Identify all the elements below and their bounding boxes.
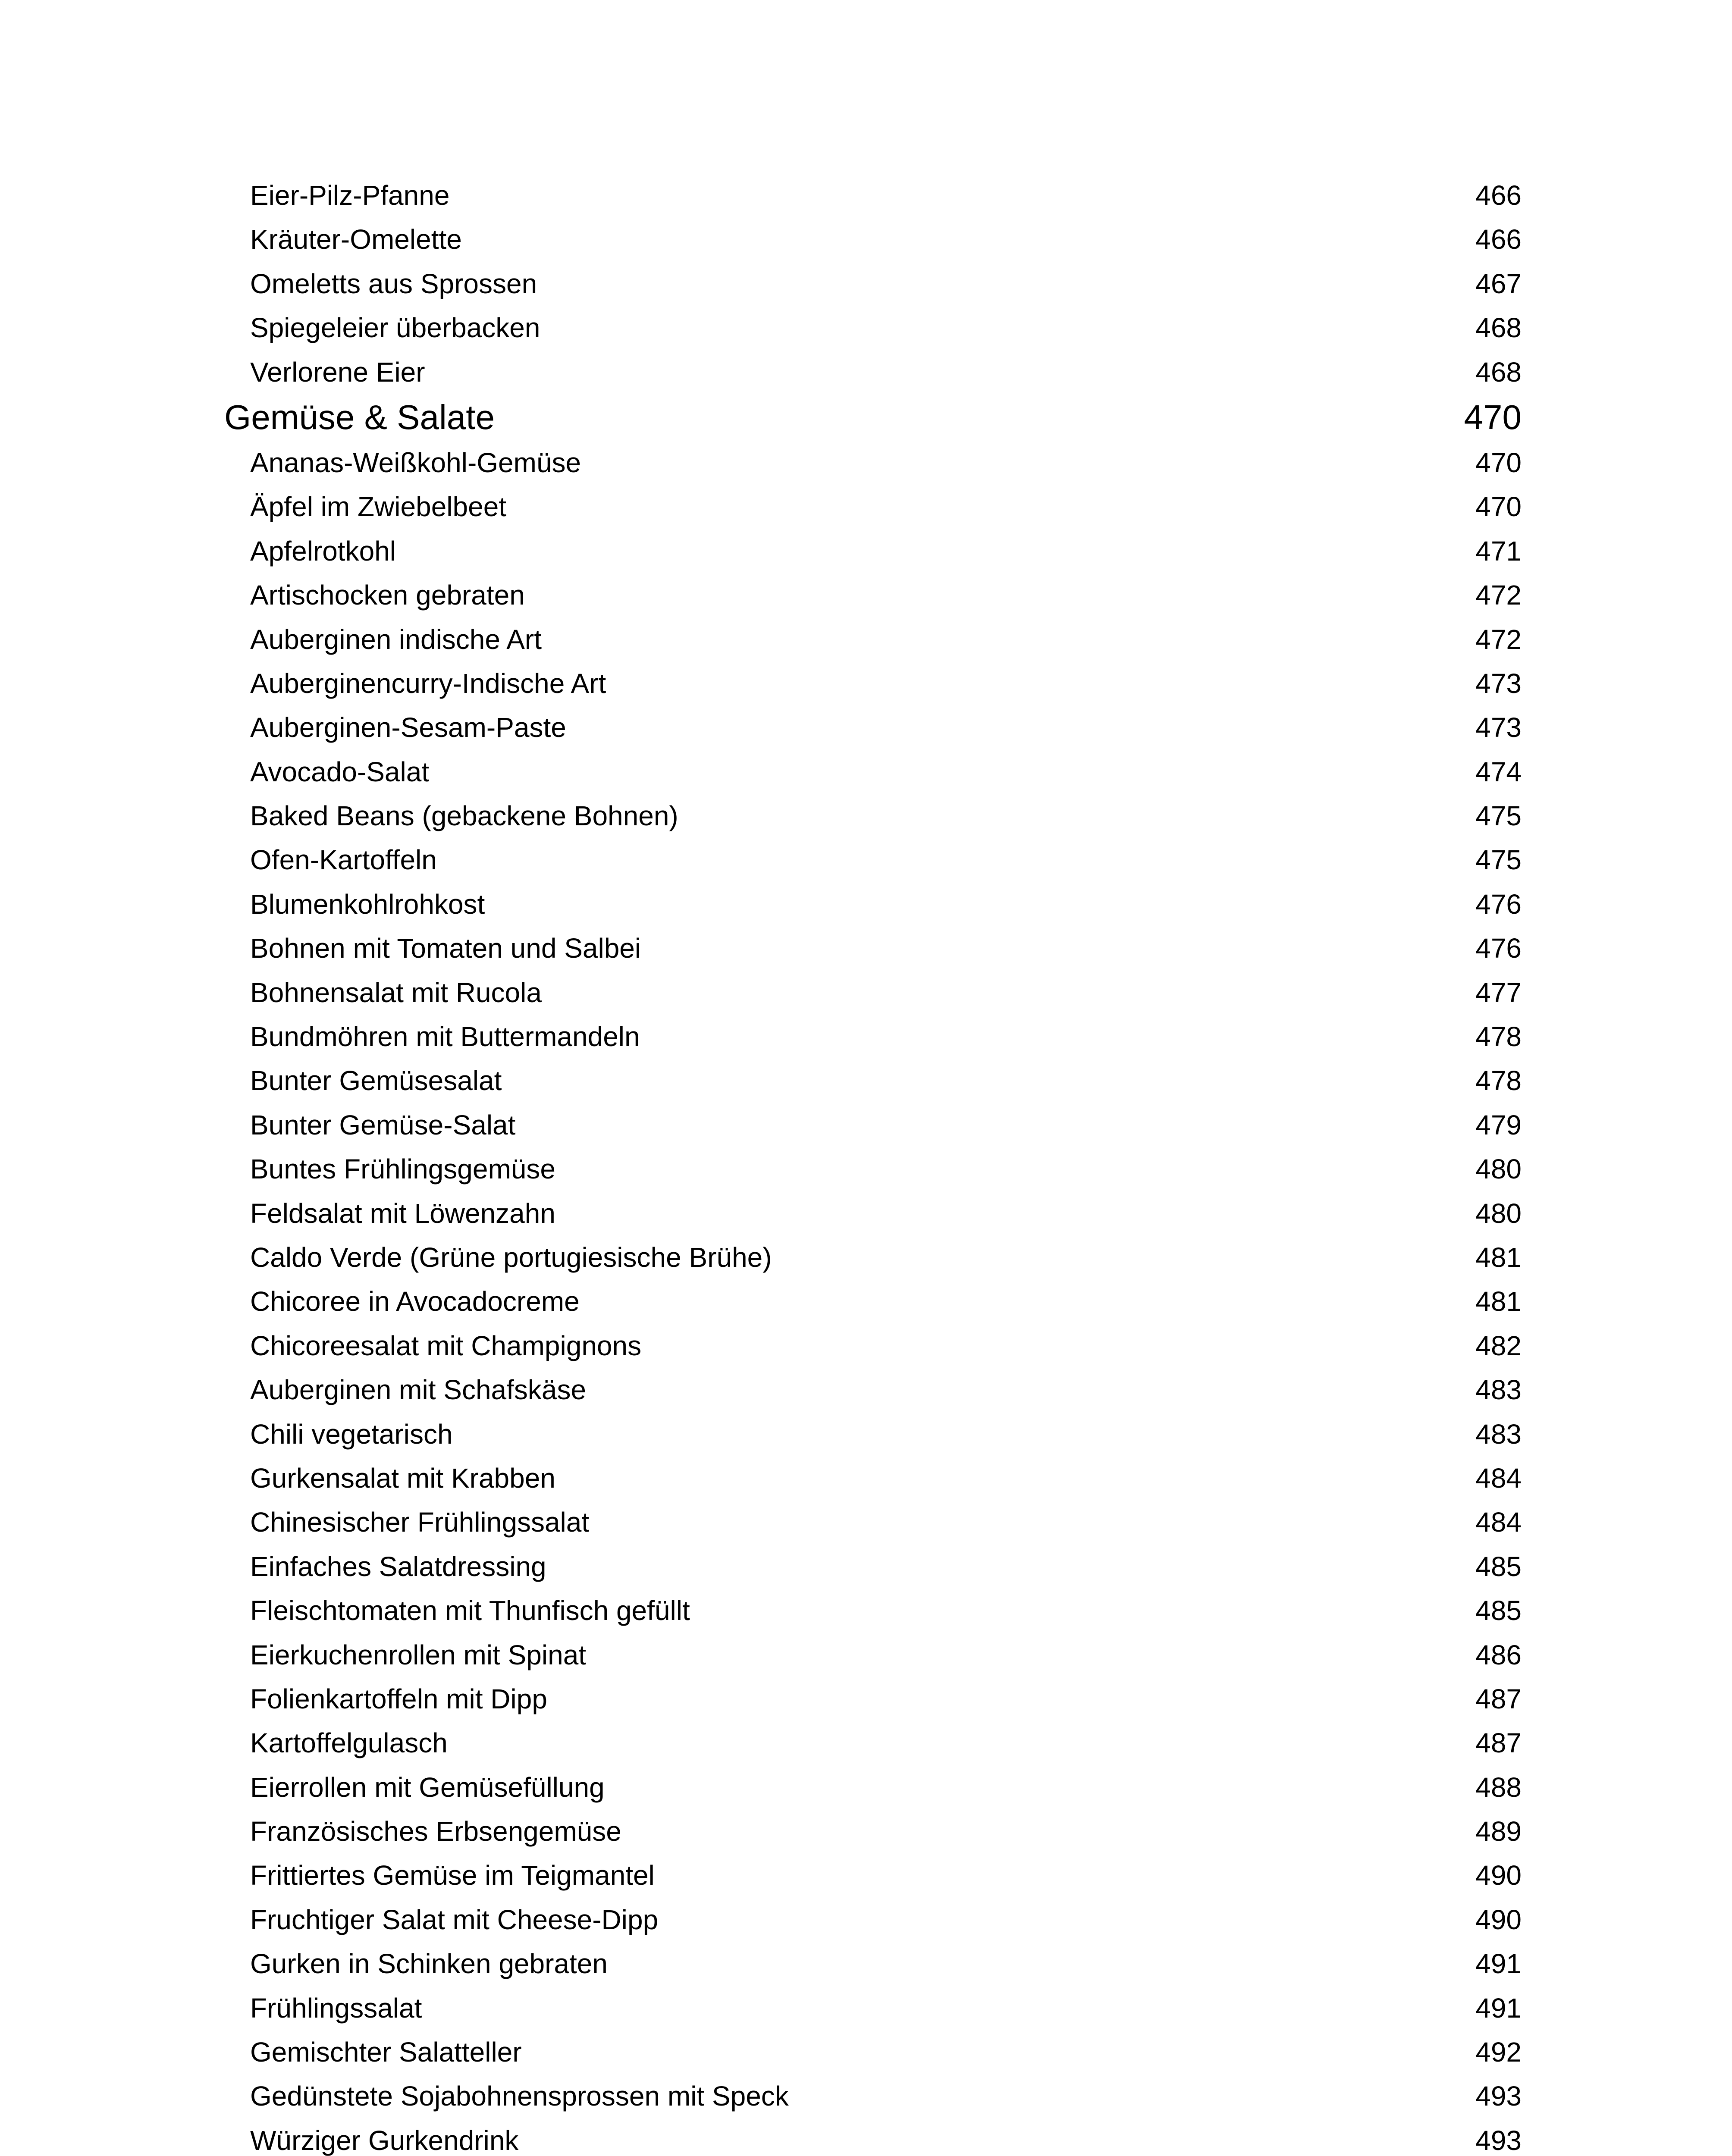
entry-page-number: 493 [1475, 2081, 1522, 2112]
entry-page-number: 467 [1475, 268, 1522, 299]
entry-page-number: 492 [1475, 2037, 1522, 2068]
entry-page-number: 475 [1475, 844, 1522, 876]
toc-entry [224, 1942, 1522, 1986]
section-heading [224, 394, 1522, 441]
toc-entry [224, 1721, 1522, 1765]
entry-page-number: 487 [1475, 1727, 1522, 1759]
toc-entry [224, 1809, 1522, 1853]
entry-page-number: 482 [1475, 1330, 1522, 1361]
toc-entry [224, 1765, 1522, 1809]
section-title: Gemüse & Salate [224, 398, 495, 436]
entry-page-number: 473 [1475, 667, 1522, 699]
entry-title: Verlorene Eier [250, 356, 425, 388]
entry-title: Bundmöhren mit Buttermandeln [250, 1021, 640, 1053]
table-of-contents [224, 173, 1522, 2156]
toc-entry [224, 882, 1522, 926]
toc-entry [224, 2074, 1522, 2118]
toc-entry [224, 971, 1522, 1015]
toc-entry [224, 1677, 1522, 1721]
toc-entry [224, 1853, 1522, 1897]
toc-entry [224, 173, 1522, 217]
entry-title: Gedünstete Sojabohnensprossen mit Speck [250, 2081, 789, 2112]
entry-page-number: 478 [1475, 1065, 1522, 1097]
toc-entry [224, 1324, 1522, 1368]
entry-page-number: 470 [1475, 491, 1522, 523]
toc-entry [224, 2030, 1522, 2074]
toc-entry [224, 262, 1522, 306]
entry-page-number: 481 [1475, 1286, 1522, 1317]
entry-page-number: 483 [1475, 1374, 1522, 1406]
entry-title: Bohnensalat mit Rucola [250, 977, 542, 1008]
toc-entry [224, 838, 1522, 882]
entry-page-number: 473 [1475, 712, 1522, 743]
toc-entry [224, 350, 1522, 394]
entry-title: Artischocken gebraten [250, 580, 525, 611]
entry-page-number: 486 [1475, 1639, 1522, 1670]
toc-entry [224, 1898, 1522, 1942]
toc-entry [224, 661, 1522, 705]
entry-title: Caldo Verde (Grüne portugiesische Brühe) [250, 1241, 772, 1273]
entry-page-number: 470 [1475, 447, 1522, 478]
entry-page-number: 479 [1475, 1109, 1522, 1141]
entry-page-number: 474 [1475, 756, 1522, 787]
entry-title: Auberginen mit Schafskäse [250, 1374, 587, 1406]
entry-title: Auberginen-Sesam-Paste [250, 712, 566, 743]
entry-title: Auberginencurry-Indische Art [250, 667, 606, 699]
entry-title: Blumenkohlrohkost [250, 888, 485, 920]
toc-entry [224, 794, 1522, 838]
entry-page-number: 476 [1475, 933, 1522, 964]
entry-title: Ofen-Kartoffeln [250, 844, 437, 876]
entry-page-number: 478 [1475, 1021, 1522, 1053]
toc-entry [224, 1368, 1522, 1412]
toc-entry [224, 1103, 1522, 1147]
toc-entry [224, 441, 1522, 485]
toc-entry [224, 1456, 1522, 1500]
entry-page-number: 480 [1475, 1153, 1522, 1185]
toc-entry [224, 529, 1522, 573]
entry-title: Chili vegetarisch [250, 1418, 453, 1450]
entry-title: Chinesischer Frühlingssalat [250, 1507, 590, 1538]
entry-page-number: 476 [1475, 888, 1522, 920]
entry-page-number: 490 [1475, 1904, 1522, 1935]
entry-page-number: 481 [1475, 1241, 1522, 1273]
entry-page-number: 484 [1475, 1462, 1522, 1494]
entry-page-number: 485 [1475, 1551, 1522, 1582]
entry-title: Französisches Erbsengemüse [250, 1816, 621, 1847]
toc-entry [224, 926, 1522, 970]
toc-entry [224, 1986, 1522, 2030]
entry-title: Gurkensalat mit Krabben [250, 1462, 555, 1494]
toc-entry [224, 1545, 1522, 1589]
entry-title: Bunter Gemüsesalat [250, 1065, 502, 1097]
entry-page-number: 468 [1475, 312, 1522, 344]
entry-title: Chicoree in Avocadocreme [250, 1286, 580, 1317]
entry-page-number: 490 [1475, 1860, 1522, 1891]
toc-entry [224, 750, 1522, 794]
section-page-number: 470 [1464, 398, 1522, 436]
entry-title: Frühlingssalat [250, 1992, 422, 2024]
toc-entry [224, 2118, 1522, 2156]
entry-title: Omeletts aus Sprossen [250, 268, 537, 299]
entry-page-number: 477 [1475, 977, 1522, 1008]
toc-entry [224, 1059, 1522, 1103]
toc-entry [224, 705, 1522, 749]
entry-title: Kräuter-Omelette [250, 224, 462, 255]
entry-title: Eierkuchenrollen mit Spinat [250, 1639, 587, 1670]
toc-entry [224, 1412, 1522, 1456]
entry-title: Gemischter Salatteller [250, 2037, 522, 2068]
toc-entry [224, 1147, 1522, 1191]
entry-title: Spiegeleier überbacken [250, 312, 540, 344]
toc-entry [224, 217, 1522, 261]
entry-title: Buntes Frühlingsgemüse [250, 1153, 555, 1185]
entry-title: Fleischtomaten mit Thunfisch gefüllt [250, 1595, 690, 1626]
entry-title: Würziger Gurkendrink [250, 2125, 519, 2156]
toc-entry [224, 1015, 1522, 1059]
toc-entry [224, 1633, 1522, 1677]
entry-page-number: 480 [1475, 1197, 1522, 1229]
toc-entry [224, 485, 1522, 529]
entry-page-number: 472 [1475, 624, 1522, 655]
entry-title: Chicoreesalat mit Champignons [250, 1330, 642, 1361]
entry-page-number: 491 [1475, 1948, 1522, 1980]
entry-title: Eierrollen mit Gemüsefüllung [250, 1771, 605, 1803]
entry-page-number: 491 [1475, 1992, 1522, 2024]
entry-title: Baked Beans (gebackene Bohnen) [250, 800, 678, 832]
toc-entry [224, 1500, 1522, 1544]
entry-page-number: 488 [1475, 1771, 1522, 1803]
entry-title: Bohnen mit Tomaten und Salbei [250, 933, 641, 964]
entry-title: Kartoffelgulasch [250, 1727, 448, 1759]
entry-title: Frittiertes Gemüse im Teigmantel [250, 1860, 655, 1891]
entry-title: Äpfel im Zwiebelbeet [250, 491, 507, 523]
entry-page-number: 471 [1475, 535, 1522, 567]
toc-entry [224, 1191, 1522, 1235]
entry-title: Fruchtiger Salat mit Cheese-Dipp [250, 1904, 659, 1935]
entry-page-number: 472 [1475, 580, 1522, 611]
entry-page-number: 466 [1475, 224, 1522, 255]
toc-entry [224, 617, 1522, 661]
entry-title: Folienkartoffeln mit Dipp [250, 1683, 547, 1714]
entry-page-number: 493 [1475, 2125, 1522, 2156]
toc-entry [224, 306, 1522, 350]
entry-page-number: 487 [1475, 1683, 1522, 1714]
entry-page-number: 466 [1475, 180, 1522, 211]
entry-title: Apfelrotkohl [250, 535, 396, 567]
entry-page-number: 489 [1475, 1816, 1522, 1847]
entry-page-number: 483 [1475, 1418, 1522, 1450]
entry-title: Ananas-Weißkohl-Gemüse [250, 447, 581, 478]
entry-title: Gurken in Schinken gebraten [250, 1948, 608, 1980]
entry-page-number: 468 [1475, 356, 1522, 388]
toc-entry [224, 1589, 1522, 1633]
entry-title: Feldsalat mit Löwenzahn [250, 1197, 555, 1229]
entry-title: Bunter Gemüse-Salat [250, 1109, 516, 1141]
toc-entry [224, 573, 1522, 617]
entry-title: Eier-Pilz-Pfanne [250, 180, 450, 211]
toc-entry [224, 1279, 1522, 1323]
entry-page-number: 484 [1475, 1507, 1522, 1538]
entry-page-number: 485 [1475, 1595, 1522, 1626]
toc-entry [224, 1235, 1522, 1279]
entry-page-number: 475 [1475, 800, 1522, 832]
entry-title: Einfaches Salatdressing [250, 1551, 546, 1582]
entry-title: Avocado-Salat [250, 756, 430, 787]
entry-title: Auberginen indische Art [250, 624, 542, 655]
